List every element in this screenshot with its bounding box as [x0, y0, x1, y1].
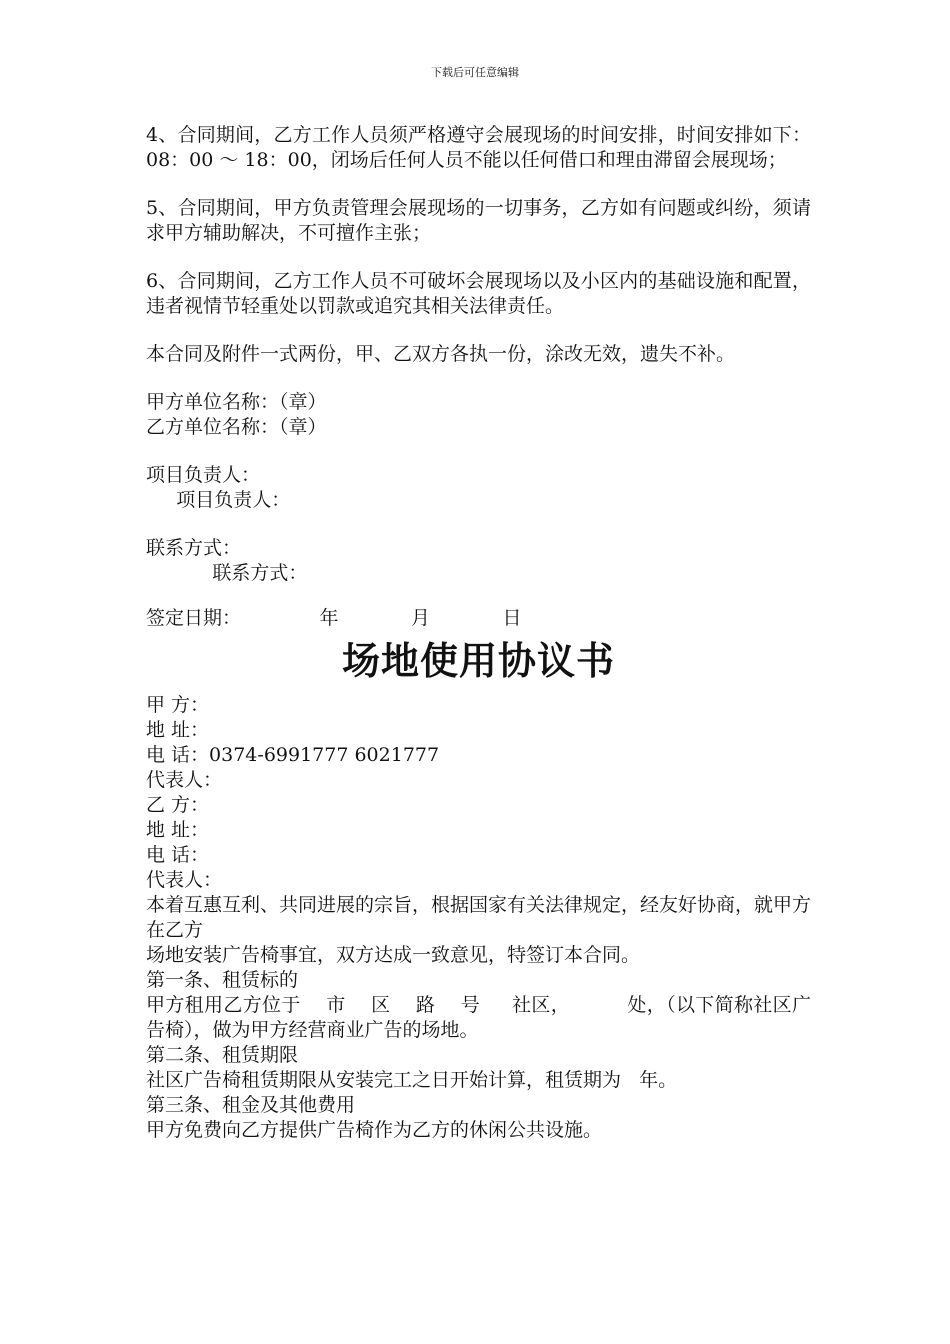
- party-b-representative: 代表人：: [146, 869, 223, 891]
- agreement-title: 场地使用协议书: [341, 638, 615, 683]
- clause-4: 4、合同期间，乙方工作人员须严格遵守会展现场的时间安排，时间安排如下：08：00 ～ 18：00，闭场后任何人员不能以任何借口和理由滞留会展现场；: [146, 124, 811, 171]
- article-1-body: 甲方租用乙方位于 市 区 路 号 社区， 处，（以下简称社区广告椅），做为甲方经营商业广告的场地。: [146, 994, 811, 1041]
- party-b-address: 地 址：: [146, 819, 210, 841]
- signing-date: 签定日期： 年 月 日: [146, 607, 522, 629]
- party-b-phone: 电 话：: [146, 844, 210, 866]
- party-b-project-manager: 项目负责人：: [146, 489, 291, 511]
- copies-statement: 本合同及附件一式两份，甲、乙双方各执一份，涂改无效，遗失不补。: [146, 343, 736, 365]
- document-body: [146, 123, 811, 1143]
- article-1-title: 第一条、租赁标的: [146, 969, 299, 991]
- party-a-project-manager: 项目负责人：: [146, 464, 261, 486]
- clause-6: 6、合同期间，乙方工作人员不可破坏会展现场以及小区内的基础设施和配置，违者视情节轻重处以罚款或追究其相关法律责任。: [146, 270, 811, 317]
- clause-5: 5、合同期间，甲方负责管理会展现场的一切事务，乙方如有问题或纠纷，须请求甲方辅助解决，不可擅作主张；: [146, 197, 811, 244]
- party-b-contact: 联系方式：: [146, 562, 308, 584]
- article-2-title: 第二条、租赁期限: [146, 1044, 299, 1066]
- party-a-label: 甲 方：: [146, 694, 210, 716]
- party-a-contact: 联系方式：: [146, 537, 242, 559]
- party-a-address: 地 址：: [146, 719, 210, 741]
- intro-paragraph-2: 场地安装广告椅事宜，双方达成一致意见，特签订本合同。: [146, 944, 641, 966]
- party-a-phone: 电 话：0374-6991777 6021777: [146, 744, 440, 766]
- article-3-body: 甲方免费向乙方提供广告椅作为乙方的休闲公共设施。: [146, 1119, 603, 1141]
- party-a-representative: 代表人：: [146, 769, 223, 791]
- article-2-body: 社区广告椅租赁期限从安装完工之日开始计算，租赁期为 年。: [146, 1069, 678, 1091]
- intro-paragraph-1: 本着互惠互利、共同进展的宗旨，根据国家有关法律规定，经友好协商，就甲方在乙方: [146, 894, 812, 941]
- page-header-note: 下载后可任意编辑: [431, 66, 519, 79]
- article-3-title: 第三条、租金及其他费用: [146, 1094, 356, 1116]
- party-b-label: 乙 方：: [146, 794, 210, 816]
- party-b-unit-name: 乙方单位名称：（章）: [146, 416, 327, 438]
- party-a-unit-name: 甲方单位名称：（章）: [146, 391, 327, 413]
